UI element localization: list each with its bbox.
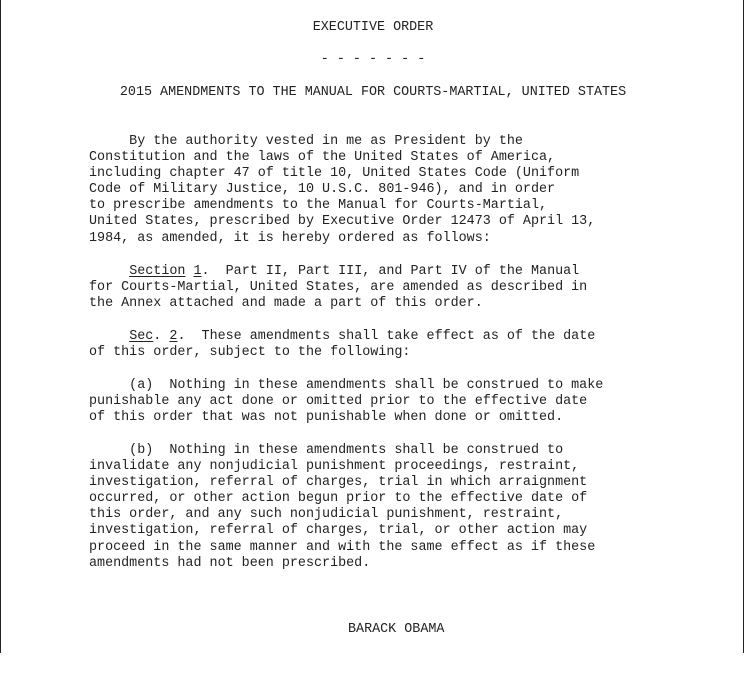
section-1-text: . Part II, Part III, and Part IV of the Manual — [201, 264, 580, 279]
section-1-line: the Annex attached and made a part of this order. — [89, 296, 483, 311]
section-1-label: Section — [129, 264, 186, 279]
section-2-text: . These amendments shall take effect as of the date — [177, 329, 596, 344]
section-2-label-dot: . — [153, 329, 162, 344]
paragraph-b-line: invalidate any nonjudicial punishment proceedings, restraint, — [89, 459, 580, 474]
section-2-label: Sec — [129, 329, 154, 344]
preamble-line: including chapter 47 of title 10, United States Code (Uniform — [89, 166, 580, 181]
section-1-number: 1 — [193, 264, 202, 279]
paragraph-b-line: investigation, referral of charges, trial, or other action may — [89, 523, 588, 538]
paragraph-b-line: investigation, referral of charges, trial in which arraignment — [89, 475, 588, 490]
document-subtitle: 2015 AMENDMENTS TO THE MANUAL FOR COURTS-MARTIAL, UNITED STATES — [119, 85, 627, 100]
signature: BARACK OBAMA — [348, 622, 445, 637]
document-title: EXECUTIVE ORDER — [312, 20, 434, 35]
paragraph-a-line: (a) Nothing in these amendments shall be construed to make — [89, 378, 604, 393]
section-2-line: of this order, subject to the following: — [89, 345, 411, 360]
title-divider: - - - - - - - — [320, 52, 426, 67]
preamble-line: United States, prescribed by Executive Order 12473 of April 13, — [89, 214, 596, 229]
preamble-line: By the authority vested in me as President by the — [89, 134, 523, 149]
document-body — [1, 0, 743, 692]
section-1-line: for Courts-Martial, United States, are amended as described in — [89, 280, 588, 295]
section-2-heading-line — [89, 329, 595, 345]
preamble-line: Constitution and the laws of the United States of America, — [89, 150, 556, 165]
section-1-heading-line — [89, 264, 579, 280]
paragraph-b-line: proceed in the same manner and with the same effect as if these — [89, 540, 596, 555]
paragraph-b-line: (b) Nothing in these amendments shall be construed to — [89, 443, 564, 458]
paragraph-b-line: amendments had not been prescribed. — [89, 556, 371, 571]
paragraph-a-line: punishable any act done or omitted prior to the effective date — [89, 394, 588, 409]
section-2-number: 2 — [169, 329, 178, 344]
paragraph-a-line: of this order that was not punishable when done or omitted. — [89, 410, 564, 425]
paragraph-b-line: this order, and any such nonjudicial punishment, restraint, — [89, 507, 564, 522]
preamble-line: Code of Military Justice, 10 U.S.C. 801-946), and in order — [89, 182, 556, 197]
preamble-line: to prescribe amendments to the Manual for Courts-Martial, — [89, 198, 548, 213]
preamble-line: 1984, as amended, it is hereby ordered as follows: — [89, 231, 491, 246]
paragraph-b-line: occurred, or other action begun prior to the effective date of — [89, 491, 588, 506]
